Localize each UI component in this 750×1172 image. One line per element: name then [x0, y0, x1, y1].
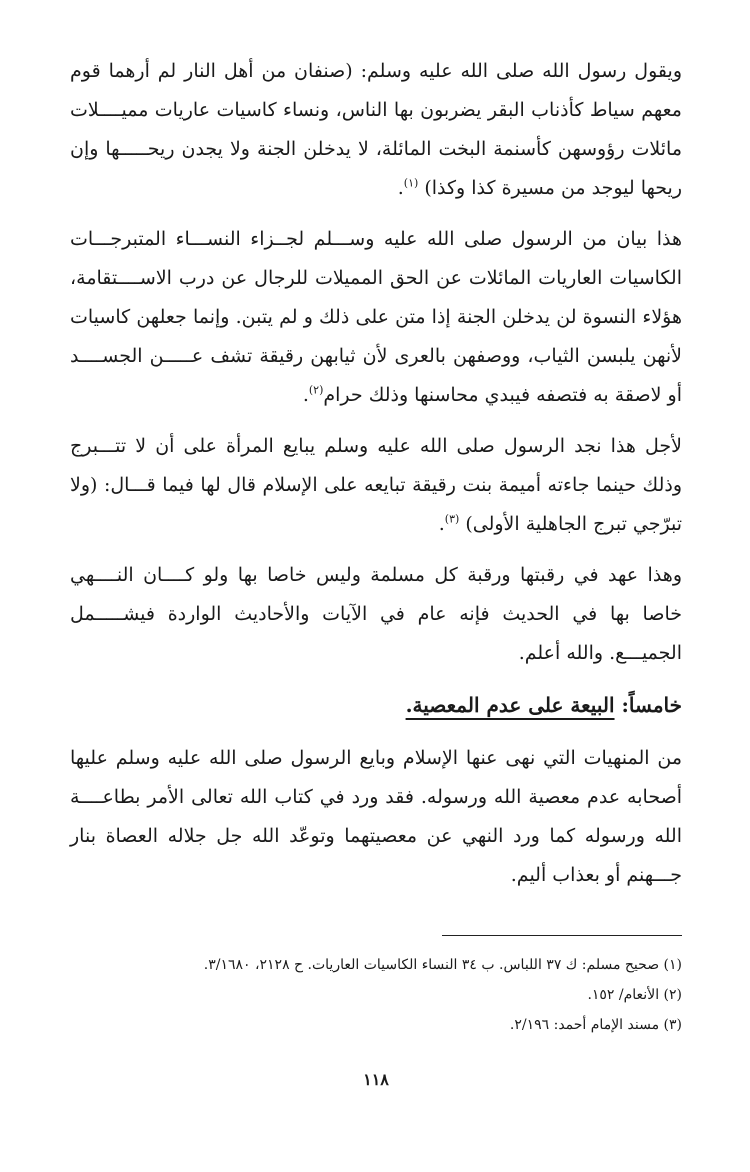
footnote-marker[interactable]: (٢) [308, 383, 324, 397]
footnote-3: (٣) مسند الإمام أحمد: ٢/١٩٦. [509, 1017, 682, 1033]
paragraph-end: . [302, 384, 309, 406]
footnote-2: (٢) الأنعام/ ١٥٢. [587, 987, 682, 1003]
paragraph-end: . [438, 513, 445, 535]
page-number: ١١٨ [363, 1070, 389, 1089]
paragraph-pledge [70, 427, 682, 544]
footnote-separator [442, 935, 682, 936]
paragraph-disobedience: من المنهيات التي نهى عنها الإسلام وبايع الرسول صلى الله عليه وسلم عليها أصحابه عدم معصية الله ورسوله. فقد ورد في كتاب الله تعالى الأمر بطاعــــة الله ورسوله كما ورد النهي عن معصيتهما وتوعّد الله جل جلاله العصاة بنار جـــهنم أو بعذاب أليم. [70, 747, 682, 886]
footnotes [70, 950, 682, 1040]
paragraph-explanation [70, 220, 682, 415]
section-heading-title: البيعة على عدم المعصية. [405, 693, 615, 717]
paragraph-text: ويقول رسول الله صلى الله عليه وسلم: (صنفان من أهل النار لم أرهما قوم معهم سياط كأذناب البقر يضربون بها الناس، ونساء كاسيات عاريات مميــــلات مائلات رؤوسهن كأسنمة البخت المائلة، لا يدخلن الجنة ولا يجدن ريحـــــها وإن ريحها ليوجد من مسيرة كذا وكذا) [70, 60, 682, 199]
paragraph-text: لأجل هذا نجد الرسول صلى الله عليه وسلم يبايع المرأة على أن لا تتـــبرج وذلك حينما جاءته أميمة بنت رقيقة تبايعه على الإسلام قال لها فيما قـــال: (ولا تبرّجي تبرج الجاهلية الأولى) [70, 435, 682, 535]
section-heading [70, 685, 682, 725]
paragraph-hadith [70, 52, 682, 208]
paragraph-covenant [70, 556, 682, 673]
paragraph-text: وهذا عهد في رقبتها ورقبة كل مسلمة وليس خاصا بها ولو كــــان النــــهي خاصا بها في الحديث فإنه عام في الآيات والأحاديث الواردة فيشـــــمل الجميـــع. والله أعلم. [70, 564, 682, 664]
footnote-1: (١) صحيح مسلم: ك ٣٧ اللباس. ب ٣٤ النساء الكاسيات العاريات. ح ٢١٢٨، ٣/١٦٨٠. [203, 957, 682, 973]
section-heading-label: خامساً: [621, 693, 682, 717]
paragraph-text: هذا بيان من الرسول صلى الله عليه وســـلم لجــزاء النســـاء المتبرجـــات الكاسيات العاريات المائلات عن الحق المميلات للرجال عن درب الاســــتقامة، هؤلاء النسوة لن يدخلن الجنة إذا متن على ذلك و لم يتبن. وإنما جعلهن كاسيات لأنهن يلبسن الثياب، ووصفهن بالعرى لأن ثيابهن رقيقة تشف عـــــن الجســــد أو لاصقة به فتصفه فيبدي محاسنها وذلك حرام [70, 228, 683, 406]
footnote-marker[interactable]: (١) [403, 176, 419, 190]
paragraph-end: . [397, 177, 404, 199]
footnote-marker[interactable]: (٣) [444, 512, 460, 526]
book-page [70, 52, 682, 1132]
